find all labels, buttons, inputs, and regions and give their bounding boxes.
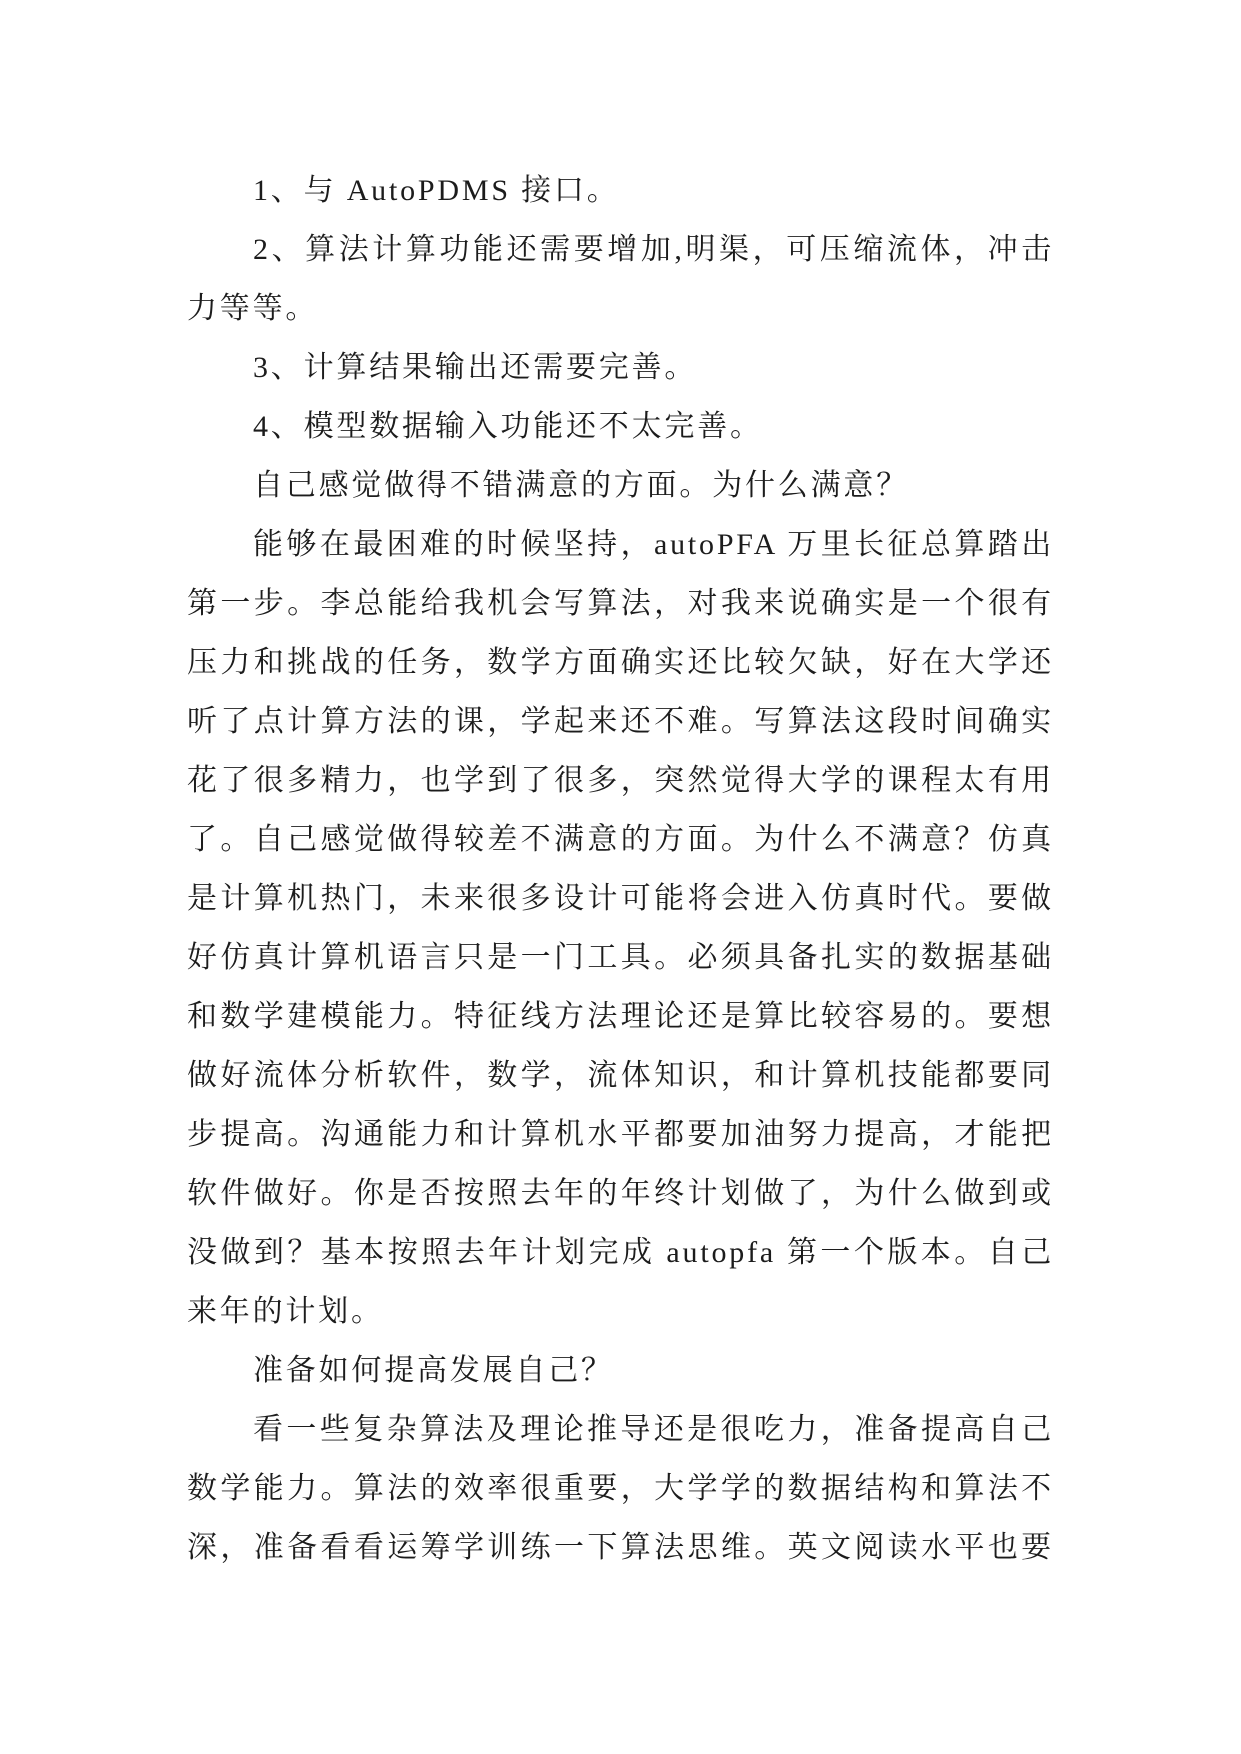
paragraph — [187, 515, 1054, 1341]
paragraph — [187, 1341, 1054, 1400]
text-line: 花了很多精力，也学到了很多，突然觉得大学的课程太有用 — [187, 764, 1054, 797]
text-line: 好仿真计算机语言只是一门工具。必须具备扎实的数据基础 — [187, 941, 1054, 974]
text-line: 是计算机热门，未来很多设计可能将会进入仿真时代。要做 — [187, 882, 1054, 915]
text-line: 2、算法计算功能还需要增加,明渠，可压缩流体，冲击 — [253, 233, 1054, 266]
text-line: 来年的计划。 — [187, 1295, 384, 1328]
text-line: 步提高。沟通能力和计算机水平都要加油努力提高，才能把 — [187, 1118, 1054, 1151]
text-line: 没做到？基本按照去年计划完成 autopfa 第一个版本。自己 — [187, 1236, 1054, 1269]
text-line: 和数学建模能力。特征线方法理论还是算比较容易的。要想 — [187, 1000, 1054, 1033]
text-line: 3、计算结果输出还需要完善。 — [253, 351, 698, 384]
text-line: 自己感觉做得不错满意的方面。为什么满意？ — [253, 469, 909, 502]
paragraph — [187, 1400, 1054, 1577]
text-line: 数学能力。算法的效率很重要，大学学的数据结构和算法不 — [187, 1472, 1054, 1505]
text-line: 压力和挑战的任务，数学方面确实还比较欠缺，好在大学还 — [187, 646, 1054, 679]
text-line: 听了点计算方法的课，学起来还不难。写算法这段时间确实 — [187, 705, 1054, 738]
text-line: 看一些复杂算法及理论推导还是很吃力，准备提高自己 — [253, 1413, 1054, 1446]
paragraph — [187, 456, 1054, 515]
text-line: 1、与 AutoPDMS 接口。 — [253, 174, 620, 207]
paragraph — [187, 397, 1054, 456]
text-line: 做好流体分析软件，数学，流体知识，和计算机技能都要同 — [187, 1059, 1054, 1092]
text-line: 准备如何提高发展自己？ — [253, 1354, 614, 1387]
paragraph — [187, 220, 1054, 338]
text-line: 第一步。李总能给我机会写算法，对我来说确实是一个很有 — [187, 587, 1054, 620]
text-line: 能够在最困难的时候坚持，autoPFA 万里长征总算踏出 — [253, 528, 1054, 561]
text-line: 软件做好。你是否按照去年的年终计划做了，为什么做到或 — [187, 1177, 1054, 1210]
text-line: 了。自己感觉做得较差不满意的方面。为什么不满意？仿真 — [187, 823, 1054, 856]
paragraph — [187, 161, 1054, 220]
text-line: 力等等。 — [187, 292, 319, 325]
paragraph — [187, 338, 1054, 397]
body-text — [187, 161, 1054, 1577]
text-line: 4、模型数据输入功能还不太完善。 — [253, 410, 763, 443]
text-line: 深，准备看看运筹学训练一下算法思维。英文阅读水平也要 — [187, 1531, 1054, 1564]
